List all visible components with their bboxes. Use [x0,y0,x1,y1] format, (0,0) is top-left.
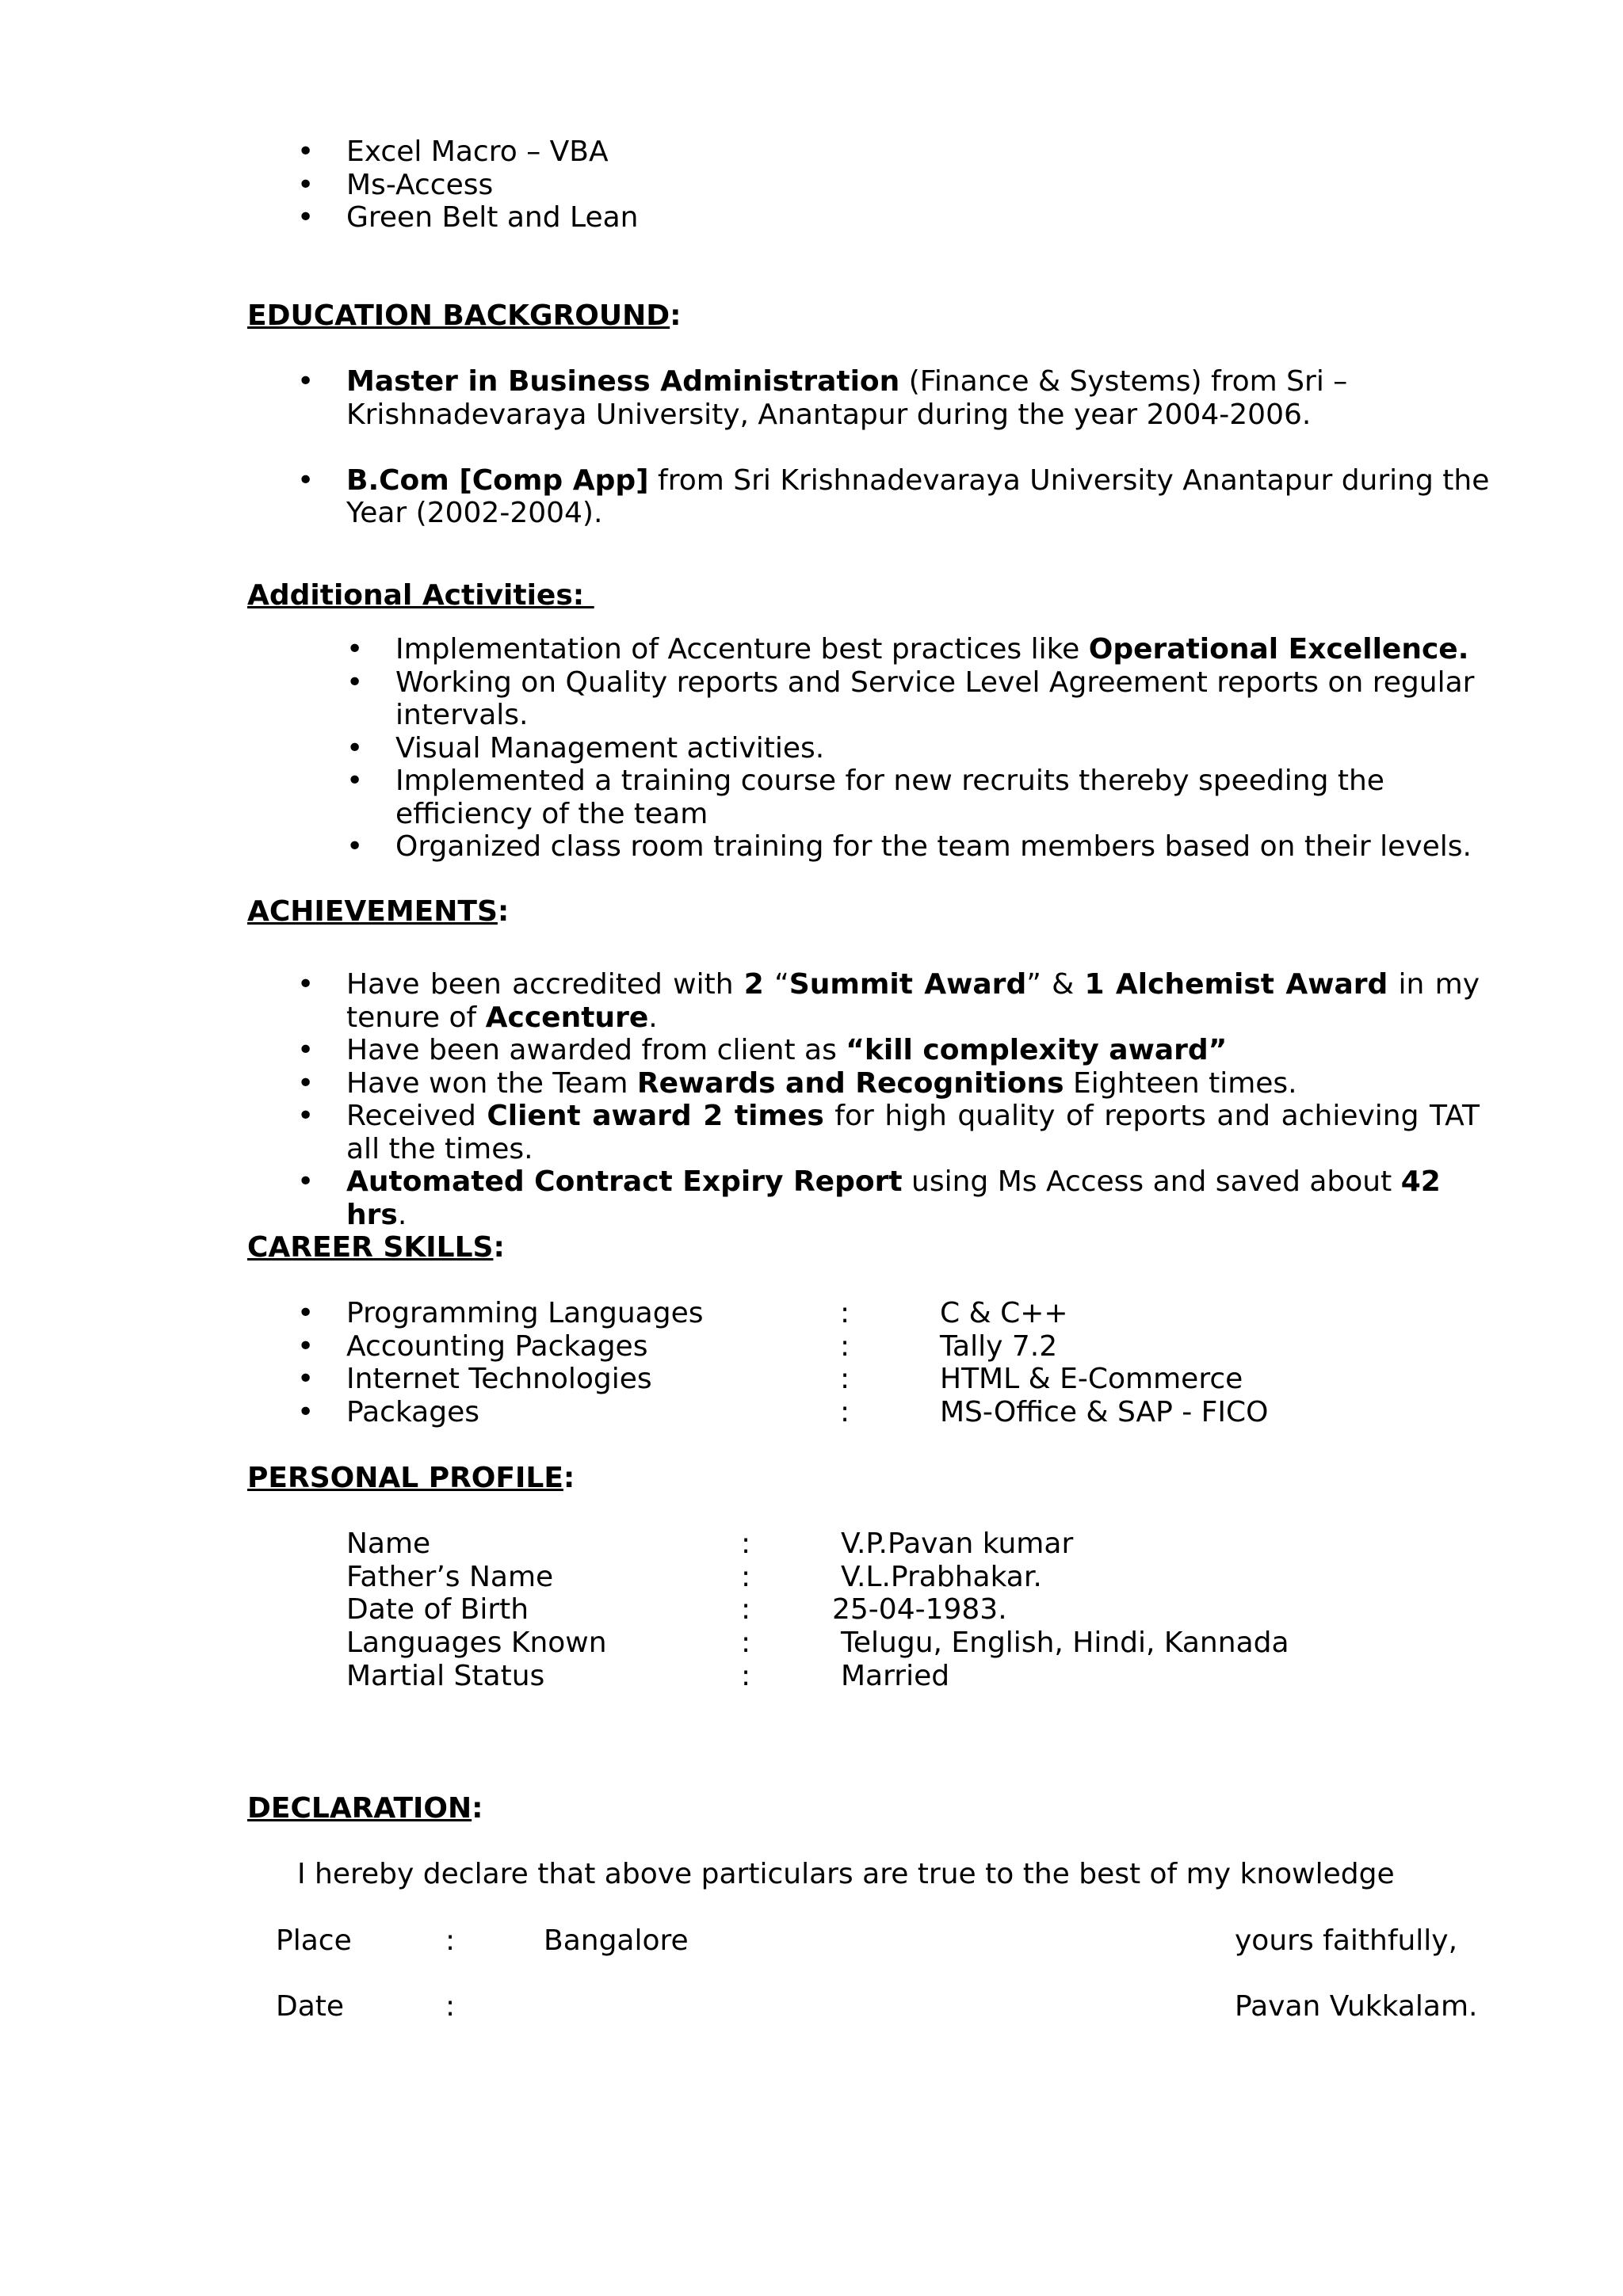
declaration-heading-text: DECLARATION [247,1792,472,1825]
profile-sep: : [741,1660,751,1692]
profile-sep: : [741,1527,751,1560]
list-item: • Green Belt and Lean [346,201,1495,235]
achievement-text: Eighteen times. [1064,1066,1297,1100]
skills-top-list [346,135,1495,235]
achievement-text: “ [763,968,789,1001]
achievements-list [346,968,1480,1231]
list-item [346,1100,1480,1165]
achievement-text: . [397,1198,407,1231]
career-label: Internet Technologies [346,1363,652,1395]
achievement-bold: “kill complexity award” [846,1034,1228,1066]
list-item: • Working on Quality reports and Service Level Agreement reports on regular intervals. [395,666,1497,732]
declaration-heading [247,1792,483,1825]
career-value: Tally 7.2 [940,1330,1058,1363]
activity-text: Implementation of Accenture best practices like [395,633,1089,666]
career-sep: : [840,1330,850,1363]
profile-sep: : [741,1627,751,1659]
personal-heading-colon: : [563,1462,575,1494]
education-heading-colon: : [670,299,682,332]
list-item [346,1034,1480,1067]
achievement-bold: 2 [743,968,764,1001]
bullet-icon: • [297,1330,315,1363]
education-detail: from Sri Krishnadevaraya University Anantapur during the Year (2002-2004). [346,463,1490,529]
declaration-heading-colon: : [472,1792,483,1825]
profile-value: V.L.Prabhakar. [841,1561,1042,1593]
date-label: Date [276,1990,345,2023]
profile-label: Father’s Name [346,1561,554,1593]
profile-sep: : [741,1593,751,1626]
education-item-bcom [346,464,1495,530]
achievement-text: Have been accredited with [346,968,744,1001]
profile-value: V.P.Pavan kumar [841,1527,1074,1560]
place-sep: : [445,1924,456,1957]
education-item-mba [346,365,1495,431]
bullet-icon: • [297,1297,315,1329]
list-item [346,968,1480,1034]
career-label: Accounting Packages [346,1330,648,1363]
personal-heading [247,1462,575,1495]
career-sep: : [840,1297,850,1329]
career-sep: : [840,1396,850,1428]
achievement-text: . [648,1001,658,1034]
closing-text: yours faithfully, [1235,1924,1458,1957]
achievement-bold: Summit Award [789,968,1027,1001]
list-item [395,633,1497,666]
education-list [346,365,1495,530]
achievement-text: Have won the Team [346,1066,637,1100]
profile-label: Date of Birth [346,1593,529,1626]
education-degree: Master in Business Administration [346,365,900,398]
achievement-text: Received [346,1100,487,1132]
profile-sep: : [741,1561,751,1593]
career-value: MS-Office & SAP - FICO [940,1396,1269,1428]
achievement-text: using Ms Access and saved about [902,1165,1401,1198]
date-sep: : [445,1990,456,2023]
achievement-bold: 1 Alchemist Award [1084,968,1388,1001]
place-value: Bangalore [544,1924,689,1957]
list-item [346,1165,1480,1231]
career-label: Packages [346,1396,479,1428]
education-detail: (Finance & Systems) from Sri – Krishnadevaraya University, Anantapur during the year 2004-2006. [346,365,1348,431]
education-heading-text: EDUCATION BACKGROUND [247,299,670,332]
profile-value: Married [841,1660,950,1692]
signature-name: Pavan Vukkalam. [1235,1990,1478,2023]
achievements-heading-colon: : [497,895,510,928]
achievement-bold: 42 hrs [346,1165,1441,1231]
activities-heading [247,579,594,612]
list-item [346,1067,1480,1100]
list-item: • Ms-Access [346,169,1495,202]
profile-value: 25-04-1983. [832,1593,1007,1626]
achievement-text: in my tenure of [346,968,1480,1034]
achievement-bold: Accenture [485,1001,649,1034]
personal-heading-text: PERSONAL PROFILE [247,1462,563,1494]
activities-list [395,633,1497,864]
profile-label: Name [346,1527,431,1560]
career-label: Programming Languages [346,1297,704,1329]
declaration-text: I hereby declare that above particulars are true to the best of my knowledge [297,1858,1395,1890]
career-heading-text: CAREER SKILLS [247,1231,494,1264]
career-heading-colon: : [493,1231,505,1264]
achievement-bold: Client award 2 times [487,1100,824,1132]
career-sep: : [840,1363,850,1395]
career-heading [247,1231,505,1264]
achievement-text: ” & [1026,968,1085,1001]
profile-value: Telugu, English, Hindi, Kannada [841,1627,1289,1659]
place-label: Place [276,1924,352,1957]
profile-label: Languages Known [346,1627,607,1659]
achievements-heading-text: ACHIEVEMENTS [247,895,498,928]
career-value: HTML & E-Commerce [940,1363,1243,1395]
list-item: • Implemented a training course for new recruits thereby speeding the efficiency of the team [395,765,1497,830]
career-value: C & C++ [940,1297,1068,1329]
achievements-heading [247,895,509,929]
bullet-icon: • [297,1363,315,1395]
achievement-bold: Rewards and Recognitions [636,1066,1064,1100]
bullet-icon: • [297,1396,315,1428]
activities-heading-text: Additional Activities: [247,579,594,612]
education-degree: B.Com [Comp App] [346,463,649,497]
profile-label: Martial Status [346,1660,545,1692]
achievement-bold: Automated Contract Expiry Report [346,1165,903,1198]
education-heading [247,299,682,333]
list-item: • Visual Management activities. [395,732,1497,765]
list-item: • Excel Macro – VBA [346,135,1495,169]
activity-bold: Operational Excellence. [1088,633,1469,666]
achievement-text: for high quality of reports and achieving TAT all the times. [346,1100,1480,1165]
achievement-text: Have been awarded from client as [346,1034,846,1066]
list-item: • Organized class room training for the team members based on their levels. [395,830,1497,864]
